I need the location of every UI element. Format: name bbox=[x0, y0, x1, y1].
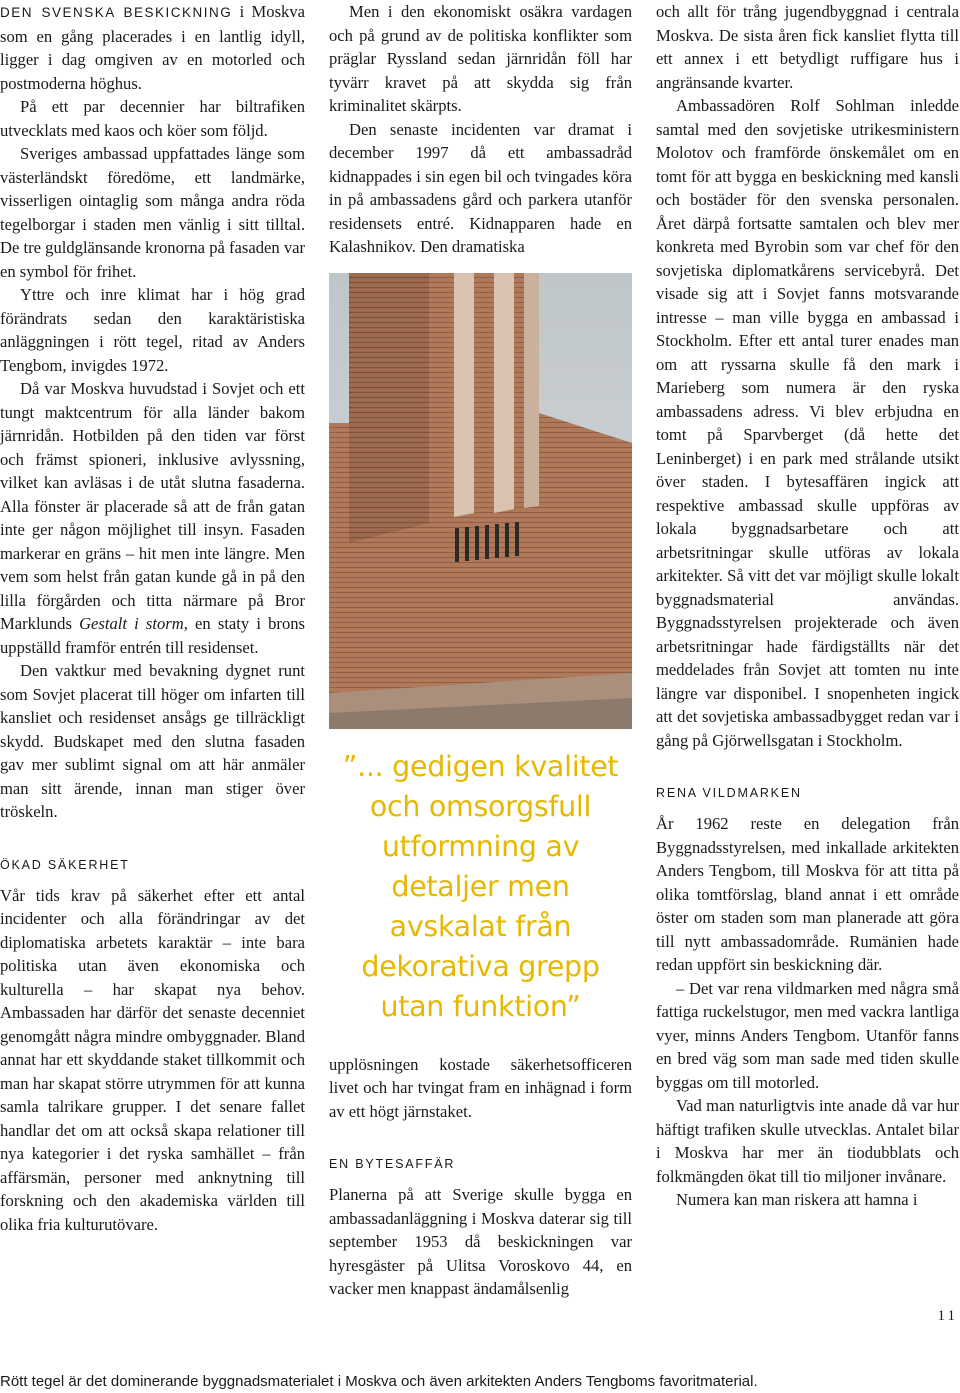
subheading: EN BYTESAFFÄR bbox=[329, 1157, 456, 1171]
paragraph: Vår tids krav på säkerhet efter ett antal incidenter och alla förändringar av det diplomatiska arbetets karaktär – inte bara politiska utan även ekonomiska och kulturella – har skapat nya behov. Ambassaden har därför det senaste decenniet genomgått några mindre ombyggnader. Bland annat har ett skyddande staket tillkommit och man har skapat större utrymmen för att kunna samla talrikare grupper. I det senare fallet handlar det om att också skapa relationer till nya kategorier i det ryska samhället – från affärsmän, personer med anknytning till forskning och den akademiska världen till olika fria kulturutövare. bbox=[0, 885, 305, 1234]
lead-rest: i Moskva som en gång placerades i en lantlig idyll, ligger i dag omgiven av en motorled och postmoderna höghus. bbox=[0, 2, 305, 93]
paragraph: Den vaktkur med bevakning dygnet runt som Sovjet placerat till höger om infarten till kansliet och residenset ansågs ge tillräckligt skydd. Budskapet med den slutna fasaden gav mer sublimt signal om att här anmäler man sitt ärende, innan man stiger över tröskeln. bbox=[0, 661, 305, 821]
lead-paragraph bbox=[0, 0, 305, 95]
pull-quote: ”... gedigen kvalitet och omsorgsfull utformning av detaljer men avskalat från dekorativa grepp utan funktion” bbox=[342, 749, 619, 1023]
text-column-1 bbox=[0, 0, 305, 1236]
paragraph: upplösningen kostade säkerhetsofficeren livet och har tvingat fram en inhägnad i form av ett högt järnstaket. bbox=[329, 1054, 632, 1121]
text-column-3 bbox=[656, 0, 959, 1212]
artwork-title: Gestalt i storm bbox=[79, 614, 184, 633]
paragraph: Planerna på att Sverige skulle bygga en ambassadanläggning i Moskva daterar sig till september 1953 då beskickningen var hyresgäster på Ulitsa Voroskovo 44, en vacker men knappast ändamålsenlig bbox=[329, 1185, 632, 1298]
paragraph: På ett par decennier har biltrafiken utvecklats med kaos och köer som följd. bbox=[0, 97, 305, 140]
subheading: ÖKAD SÄKERHET bbox=[0, 857, 130, 872]
lead-caps: DEN SVENSKA BESKICKNING bbox=[0, 5, 233, 20]
paragraph-part: , en staty i brons uppställd framför entrén till residenset. bbox=[0, 614, 305, 657]
paragraph: och allt för trång jugendbyggnad i centrala Moskva. De sista åren fick kansliet flytta till ett annex i ett betydligt ruffigare hus i angränsande kvarter. bbox=[656, 2, 959, 92]
subheading: RENA VILDMARKEN bbox=[656, 786, 802, 800]
paragraph: Men i den ekonomiskt osäkra vardagen och på grund av de politiska konflikter som präglar Ryssland sedan järnridån föll har tyvärr kravet på att skydda sig från kriminalitet skärpts. bbox=[329, 2, 632, 115]
paragraph: Den senaste incidenten var dramat i december 1997 då ett ambassadråd kidnappades i sin egen bil och tvingades köra in på ambassadens gård och parkera utanför residensets entré. Kidnapparen hade en Kalashnikov. Den dramatiska bbox=[329, 119, 632, 256]
paragraph: Vad man naturligtvis inte anade då var hur häftigt trafiken skulle utvecklas. Antalet bilar i Moskva har mer än tiodubblats och folkmängden ökat till tio miljoner invånare. bbox=[656, 1096, 959, 1186]
paragraph: Numera kan man riskera att hamna i bbox=[676, 1190, 918, 1209]
paragraph: – Det var rena vildmarken med några små fattiga ruckelstugor, men med vackra lantliga vyer, minns Anders Tengbom. Utanför fanns en bred väg som man sade med tiden skulle byggas om till motorled. bbox=[656, 978, 959, 1092]
paragraph-part: Då var Moskva huvudstad i Sovjet och ett tungt maktcentrum för alla länder bakom järnridån. Hotbilden på den tiden var först och främst spioneri, inklusive avlyssning, vilket kan avläsas i de utåt slutna fasaderna. Alla fönster är placerade så att de från gatan inte ger någon möjlighet till insyn. Fasaden markerar en gräns – hit men inte längre. Men vem som helst från gatan kunde gå in på den lilla förgården och titta närmare på Bror Marklunds bbox=[0, 379, 305, 633]
paragraph: Ambassadören Rolf Sohlman inledde samtal med den sovjetiske utrikesministern Molotov och framförde önskemålet om en tomt för att bygga en beskickning med kansli och bostäder för den svenska personalen. Året därpå fortsatte samtalen och blev mer konkreta med Byrobin som var chef för den sovjetiska diplomatkårens servicebyrå. Det visade sig att i Sovjet fanns motsvarande intresse – man ville bygga en ambassad i Stockholm. Efter ett antal turer enades man om att ryssarna skulle få den mark i Marieberg som numera är den ryska ambassadens adress. Vi blev erbjudna en tomt på Sparvberget (då hette det Leninberget) i en park med strålande utsikt över staden. I bytesaffären ingick att respektive ambassad skulle uppföras av lokala byggnadsarbetare och att arbetsritningar skulle utföras av lokala arkitekter. Så vitt det var möjligt skulle lokalt byggnadsmaterial användas. Byggnadsstyrelsen projekterade och även arbetsritningar hade färdigställts när det meddelades från Sovjet att tomten nu inte längre var disponibel. I snopenheten ingick att det sovjetiska ambassadbygget redan var i gång på Gjörwellsgatan i Stockholm. bbox=[656, 96, 959, 750]
text-column-2 bbox=[329, 0, 632, 1301]
embassy-facade-photo bbox=[329, 273, 632, 729]
paragraph: År 1962 reste en delegation från Byggnadsstyrelsen, med inkallade arkitekten Anders Tengbom, till Moskva för att titta på olika tomtförslag, bland annat i ett område öster om staden som man planerade att göra till nytt ambassadområde. Rumänien hade redan uppfört sin beskickning där. bbox=[656, 814, 959, 974]
photo-caption: Rött tegel är det dominerande byggnadsmaterialet i Moskva och även arkitekten Anders Tengboms favoritmaterial. bbox=[0, 1373, 758, 1390]
paragraph bbox=[0, 377, 305, 659]
page-number: 11 bbox=[937, 1308, 958, 1324]
paragraph: Yttre och inre klimat har i hög grad förändrats sedan den karaktäristiska anläggningen i rött tegel, ritad av Anders Tengbom, invigdes 1972. bbox=[0, 285, 305, 375]
paragraph: Sveriges ambassad uppfattades länge som västerländskt föredöme, ett landmärke, visserligen ointaglig som många andra röda tegelborgar i staden men vänlig i sitt tilltal. De tre guldglänsande kronorna på fasaden var en symbol för frihet. bbox=[0, 144, 306, 281]
